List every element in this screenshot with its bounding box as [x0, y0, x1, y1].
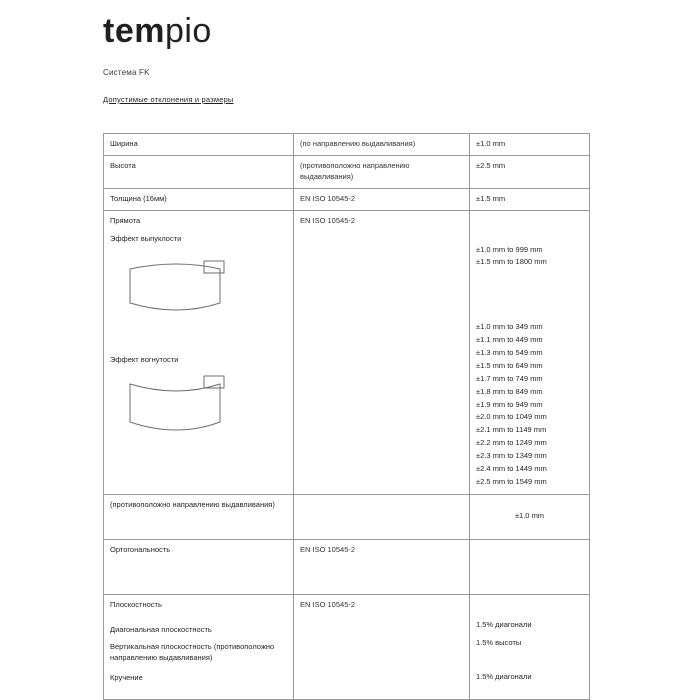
concave-value-10: ±2.3 mm to 1349 mm	[476, 451, 547, 460]
flatness-standard-cell: EN ISO 10545-2	[294, 594, 470, 699]
brand-logo-bold: tem	[103, 12, 165, 50]
convex-value-1: ±1.5 mm to 1800 mm	[476, 257, 547, 267]
concave-value-12: ±2.5 mm to 1549 mm	[476, 476, 547, 486]
concave-value-1: ±1.1 mm to 449 mm	[476, 335, 543, 345]
row-label-orthogonality: Ортогональность	[104, 539, 294, 594]
row-middle-height: (противоположно направлению выдавливания)	[294, 155, 470, 188]
concave-value-3: ±1.5 mm to 649 mm	[476, 360, 543, 370]
row-value-opposite: ±1.0 mm	[470, 494, 590, 539]
flatness-item-label-1: Вертикальная плоскостность (противоположно направлению выдавливания)	[110, 642, 275, 663]
concave-value-6: ±1.9 mm to 949 mm	[476, 399, 543, 409]
flatness-item-value-2: 1.5% диагонали	[476, 672, 532, 682]
flatness-item-label-2: Кручение	[110, 673, 143, 683]
document-title-link[interactable]: Допустимые отклонения и размеры	[103, 94, 234, 104]
convex-shape-icon	[122, 255, 232, 325]
row-label-flatness: Плоскостность	[110, 599, 162, 609]
concave-value-11: ±2.4 mm to 1449 mm	[476, 463, 547, 473]
concave-value-2: ±1.3 mm to 549 mm	[476, 348, 543, 357]
table-row	[104, 155, 590, 188]
flatness-item-value-1: 1.5% высоты	[476, 637, 522, 647]
flatness-item-value-0: 1.5% диагонали	[476, 619, 532, 629]
concave-shape-icon	[122, 372, 232, 444]
spec-table-wrapper	[103, 133, 589, 700]
flatness-label-cell	[104, 594, 294, 699]
convex-values-list	[476, 244, 583, 270]
concave-value-5: ±1.8 mm to 849 mm	[476, 386, 543, 396]
row-label-thickness: Толщина (16мм)	[104, 188, 294, 210]
row-label-opposite: (противоположно направлению выдавливания)	[104, 494, 294, 539]
concave-values-list	[476, 321, 583, 488]
brand-logo-light: pio	[164, 12, 212, 50]
row-value-width: ±1.0 mm	[470, 134, 590, 156]
row-middle-width: (по направлению выдавливания)	[294, 134, 470, 156]
convex-value-0: ±1.0 mm to 999 mm	[476, 244, 543, 254]
brand-logo	[103, 14, 700, 50]
concave-effect-figure	[122, 372, 287, 448]
concave-value-7: ±2.0 mm to 1049 mm	[476, 412, 547, 422]
document-header	[0, 0, 700, 107]
concave-value-4: ±1.7 mm to 749 mm	[476, 373, 543, 383]
table-row	[104, 188, 590, 210]
row-middle-thickness: EN ISO 10545-2	[294, 188, 470, 210]
table-row-straightness	[104, 210, 590, 494]
table-row	[104, 494, 590, 539]
straightness-standard-cell: EN ISO 10545-2	[294, 210, 470, 494]
row-label-height: Высота	[104, 155, 294, 188]
flatness-item-label-0: Диагональная плоскостность	[110, 624, 212, 634]
row-value-height: ±2.5 mm	[470, 155, 590, 188]
row-sublabel-concave: Эффект вогнутости	[110, 355, 179, 365]
concave-value-9: ±2.2 mm to 1249 mm	[476, 438, 547, 448]
row-value-orthogonality	[470, 539, 590, 594]
straightness-label-cell	[104, 210, 294, 494]
row-middle-orthogonality: EN ISO 10545-2	[294, 539, 470, 594]
row-middle-opposite	[294, 494, 470, 539]
straightness-values-cell	[470, 210, 590, 494]
table-row	[104, 134, 590, 156]
row-sublabel-convex: Эффект выпуклости	[110, 234, 182, 244]
concave-value-8: ±2.1 mm to 1149 mm	[476, 425, 547, 435]
row-label-width: Ширина	[104, 134, 294, 156]
convex-effect-figure	[122, 255, 287, 329]
table-row	[104, 539, 590, 594]
spec-table	[103, 133, 590, 700]
document-subtitle: Система FK	[103, 67, 150, 77]
row-label-straightness: Прямота	[110, 215, 141, 225]
flatness-values-cell	[470, 594, 590, 699]
concave-value-0: ±1.0 mm to 349 mm	[476, 322, 543, 332]
row-value-thickness: ±1.5 mm	[470, 188, 590, 210]
table-row-flatness	[104, 594, 590, 699]
